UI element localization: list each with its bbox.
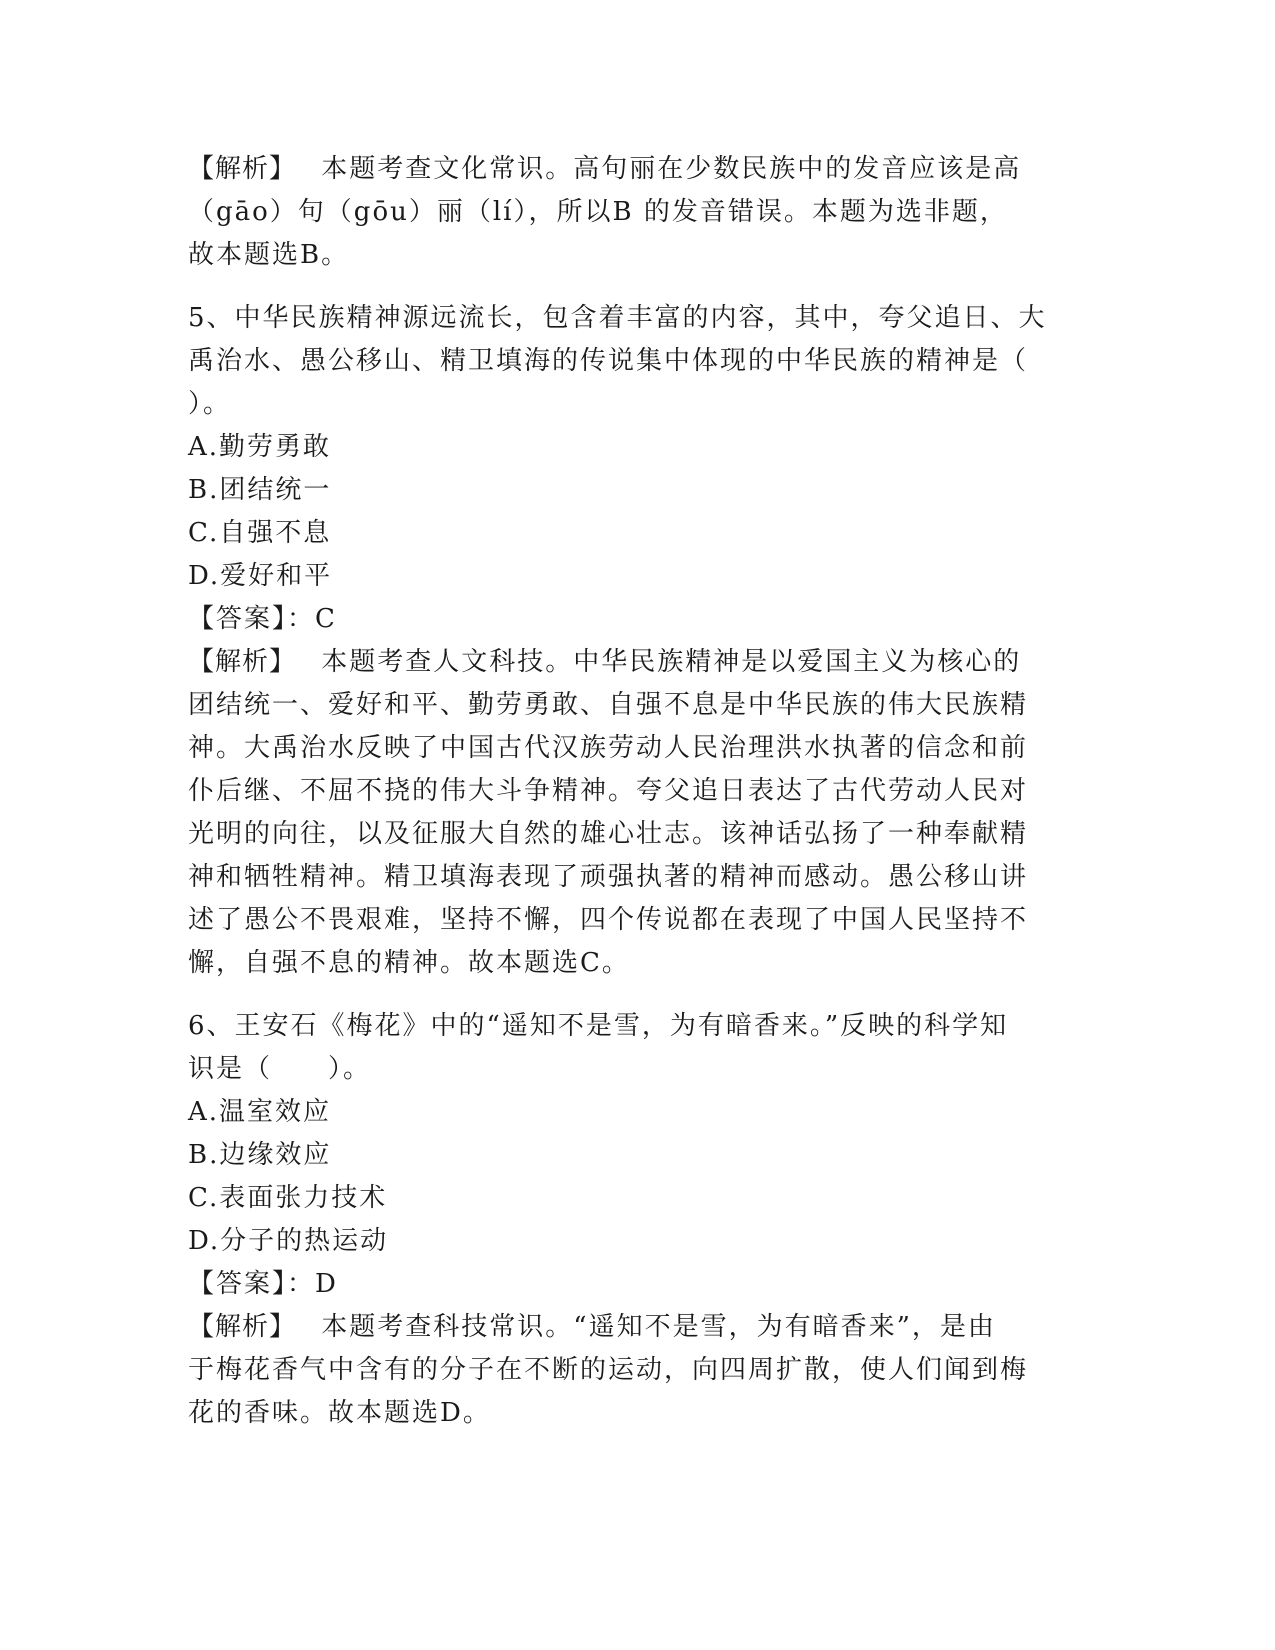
prev-analysis-line-2: （gāo）句（gōu）丽（lí），所以B 的发音错误。本题为选非题， bbox=[188, 197, 1008, 227]
q6-stem-line-1: 6、王安石《梅花》中的“遥知不是雪，为有暗香来。”反映的科学知 bbox=[188, 1011, 1009, 1041]
q5-stem-line-3: ）。 bbox=[188, 389, 232, 419]
prev-analysis-label: 【解析】 bbox=[188, 154, 284, 184]
q6-analysis-line-3: 花的香味。故本题选D。 bbox=[188, 1398, 491, 1428]
q6-stem-line-2: 识是（ ）。 bbox=[188, 1054, 372, 1084]
q6-option-c: C.表面张力技术 bbox=[188, 1183, 388, 1213]
q5-answer: 【答案】：C bbox=[188, 604, 337, 634]
q5-option-a: A.勤劳勇敢 bbox=[188, 432, 332, 462]
prev-analysis-line-1: 【解析】 本题考查文化常识。高句丽在少数民族中的发音应该是高 bbox=[188, 154, 1022, 184]
prev-analysis-line-3: 故本题选B。 bbox=[188, 240, 350, 270]
q6-analysis-line-1: 【解析】 本题考查科技常识。“遥知不是雪，为有暗香来”，是由 bbox=[188, 1312, 996, 1342]
q5-analysis-line-7: 述了愚公不畏艰难，坚持不懈，四个传说都在表现了中国人民坚持不 bbox=[188, 905, 1029, 935]
q5-analysis-label: 【解析】 bbox=[188, 647, 284, 677]
q6-option-b: B.边缘效应 bbox=[188, 1140, 332, 1170]
q5-analysis-line-8: 懈，自强不息的精神。故本题选C。 bbox=[188, 948, 630, 978]
q5-analysis-line-6: 神和牺牲精神。精卫填海表现了顽强执著的精神而感动。愚公移山讲 bbox=[188, 862, 1029, 892]
q5-option-c: C.自强不息 bbox=[188, 518, 332, 548]
q5-analysis-line-3: 神。大禹治水反映了中国古代汉族劳动人民治理洪水执著的信念和前 bbox=[188, 733, 1029, 763]
q5-option-b: B.团结统一 bbox=[188, 475, 332, 505]
q5-analysis-line-1: 【解析】 本题考查人文科技。中华民族精神是以爱国主义为核心的 bbox=[188, 647, 1022, 677]
q5-stem-line-2: 禹治水、愚公移山、精卫填海的传说集中体现的中华民族的精神是（ bbox=[188, 346, 1029, 376]
q5-analysis-line-5: 光明的向往，以及征服大自然的雄心壮志。该神话弘扬了一种奉献精 bbox=[188, 819, 1029, 849]
q5-option-d: D.爱好和平 bbox=[188, 561, 333, 591]
q6-analysis-label: 【解析】 bbox=[188, 1312, 284, 1342]
q5-analysis-line-4: 仆后继、不屈不挠的伟大斗争精神。夸父追日表达了古代劳动人民对 bbox=[188, 776, 1029, 806]
q6-analysis-line-2: 于梅花香气中含有的分子在不断的运动，向四周扩散，使人们闻到梅 bbox=[188, 1355, 1029, 1385]
q5-analysis-line-2: 团结统一、爱好和平、勤劳勇敢、自强不息是中华民族的伟大民族精 bbox=[188, 690, 1029, 720]
q6-option-d: D.分子的热运动 bbox=[188, 1226, 389, 1256]
q6-option-a: A.温室效应 bbox=[188, 1097, 332, 1127]
q6-answer: 【答案】：D bbox=[188, 1269, 338, 1299]
document-page bbox=[188, 148, 1088, 1435]
q5-stem-line-1: 5、中华民族精神源远流长，包含着丰富的内容，其中，夸父追日、大 bbox=[188, 303, 1047, 333]
